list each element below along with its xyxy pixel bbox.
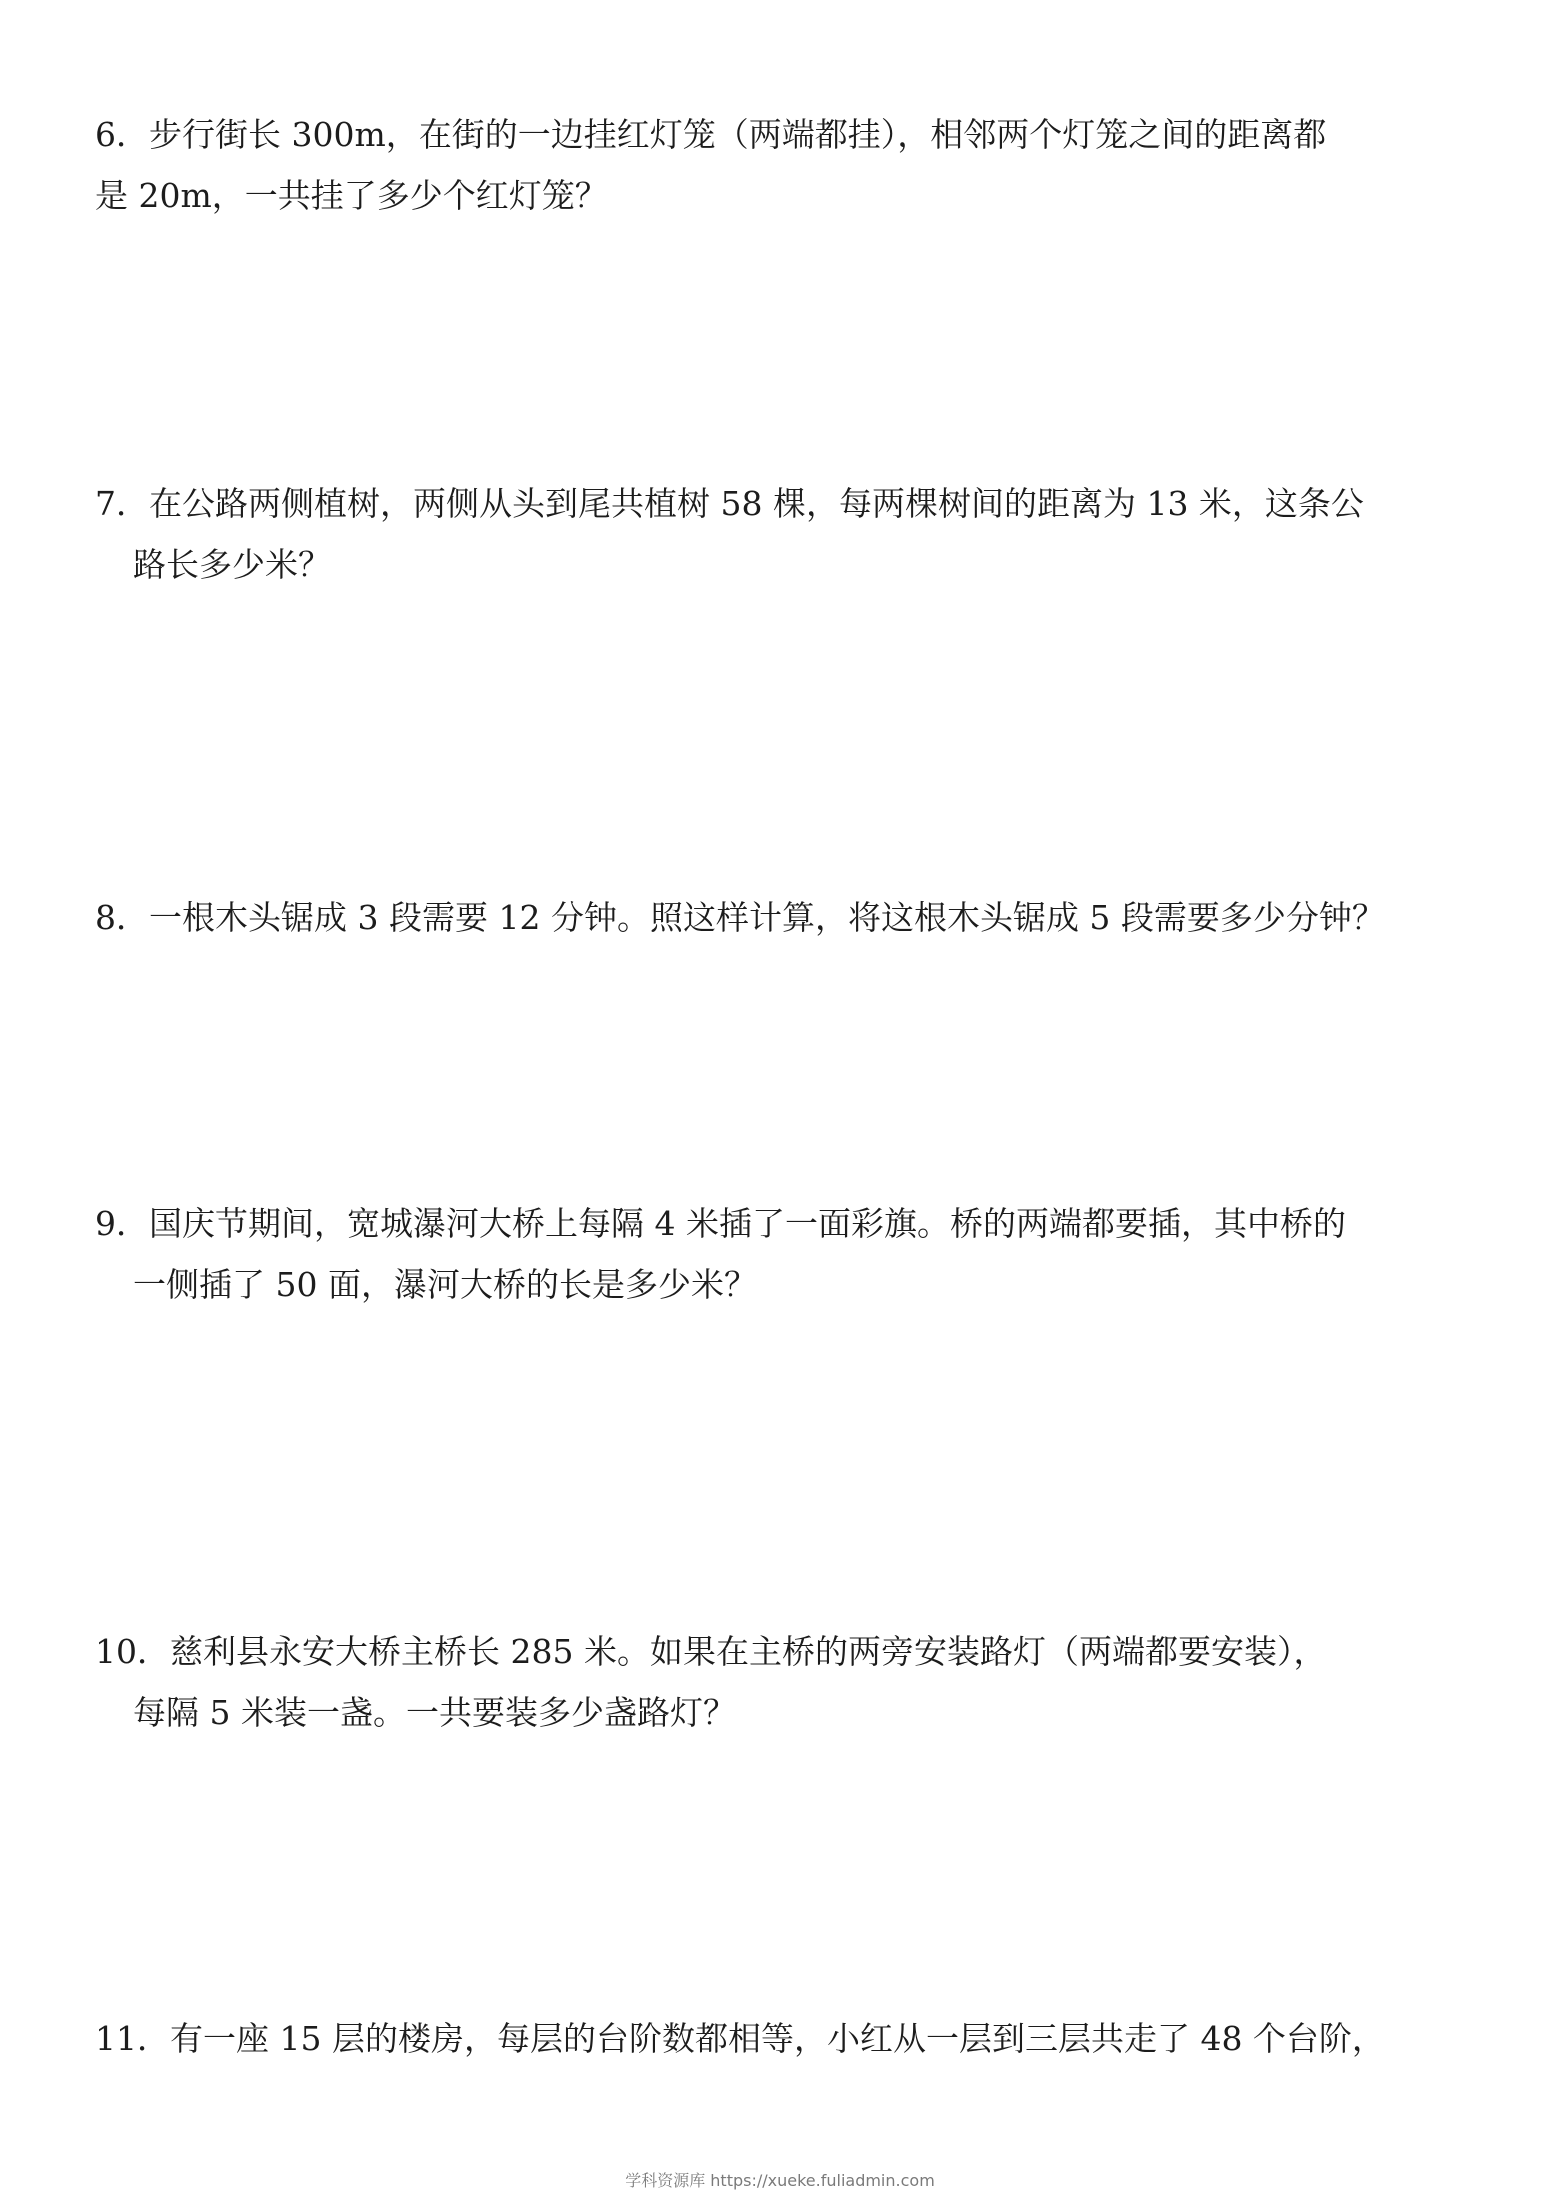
problem-10-line-2: 每隔 5 米装一盏。一共要装多少盏路灯？ [133, 1693, 736, 1732]
problem-9-line-2: 一侧插了 50 面，瀑河大桥的长是多少米？ [133, 1265, 757, 1304]
problem-8-line-1: 8．一根木头锯成 3 段需要 12 分钟。照这样计算，将这根木头锯成 5 段需要多少分钟？ [95, 898, 1385, 937]
problem-11-line-1: 11．有一座 15 层的楼房，每层的台阶数都相等，小红从一层到三层共走了 48 个台阶， [95, 2019, 1385, 2058]
problem-8 [95, 887, 1495, 948]
problem-9-line-1: 9．国庆节期间，宽城瀑河大桥上每隔 4 米插了一面彩旗。桥的两端都要插，其中桥的 [95, 1204, 1346, 1243]
problem-11 [95, 2008, 1495, 2069]
problem-10-line-1: 10．慈利县永安大桥主桥长 285 米。如果在主桥的两旁安装路灯（两端都要安装）， [95, 1632, 1327, 1671]
problem-7 [95, 473, 1495, 595]
problem-6 [95, 104, 1495, 226]
problem-9 [95, 1193, 1495, 1315]
problem-6-line-2: 是 20m，一共挂了多少个红灯笼？ [95, 176, 608, 215]
problem-6-line-1: 6．步行街长 300m，在街的一边挂红灯笼（两端都挂），相邻两个灯笼之间的距离都 [95, 115, 1327, 154]
page-footer: 学科资源库 https://xueke.fuliadmin.com [625, 2171, 935, 2190]
problem-7-line-1: 7．在公路两侧植树，两侧从头到尾共植树 58 棵，每两棵树间的距离为 13 米，这条公 [95, 484, 1364, 523]
problem-10 [95, 1621, 1495, 1743]
problem-7-line-2: 路长多少米？ [133, 545, 331, 584]
